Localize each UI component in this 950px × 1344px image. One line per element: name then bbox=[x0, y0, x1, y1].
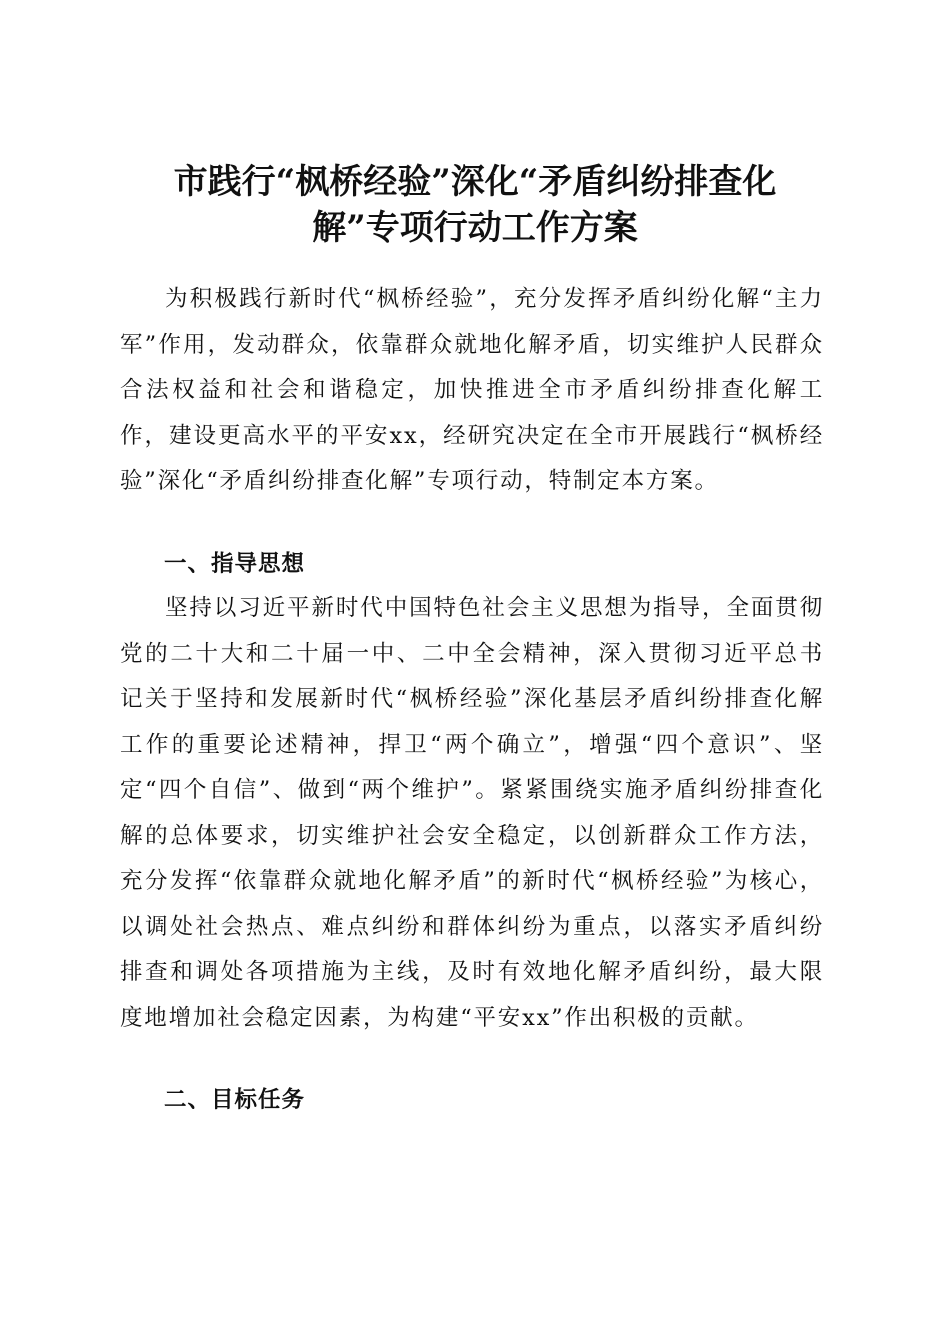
title-line-2: 解”专项行动工作方案 bbox=[312, 207, 638, 248]
intro-paragraph: 为积极践行新时代“枫桥经验”，充分发挥矛盾纠纷化解“主力军”作用，发动群众，依靠群众就地化解矛盾，切实维护人民群众合法权益和社会和谐稳定，加快推进全市矛盾纠纷排查化解工作，建设更高水平的平安xx，经研究决定在全市开展践行“枫桥经验”深化“矛盾纠纷排查化解”专项行动，特制定本方案。 bbox=[120, 286, 824, 494]
section-heading-guiding-ideology: 一、指导思想 bbox=[164, 551, 306, 577]
title-line-1: 市践行“枫桥经验”深化“矛盾纠纷排查化 bbox=[173, 161, 777, 202]
section-heading-goals-tasks: 二、目标任务 bbox=[164, 1087, 306, 1113]
document-title bbox=[110, 159, 840, 251]
guiding-ideology-paragraph: 坚持以习近平新时代中国特色社会主义思想为指导，全面贯彻党的二十大和二十届一中、二中全会精神，深入贯彻习近平总书记关于坚持和发展新时代“枫桥经验”深化基层矛盾纠纷排查化解工作的重要论述精神，捍卫“两个确立”，增强“四个意识”、坚定“四个自信”、做到“两个维护”。紧紧围绕实施矛盾纠纷排查化解的总体要求，切实维护社会安全稳定，以创新群众工作方法，充分发挥“依靠群众就地化解矛盾”的新时代“枫桥经验”为核心，以调处社会热点、难点纠纷和群体纠纷为重点，以落实矛盾纠纷排查和调处各项措施为主线，及时有效地化解矛盾纠纷，最大限度地增加社会稳定因素，为构建“平安xx”作出积极的贡献。 bbox=[120, 595, 824, 1031]
